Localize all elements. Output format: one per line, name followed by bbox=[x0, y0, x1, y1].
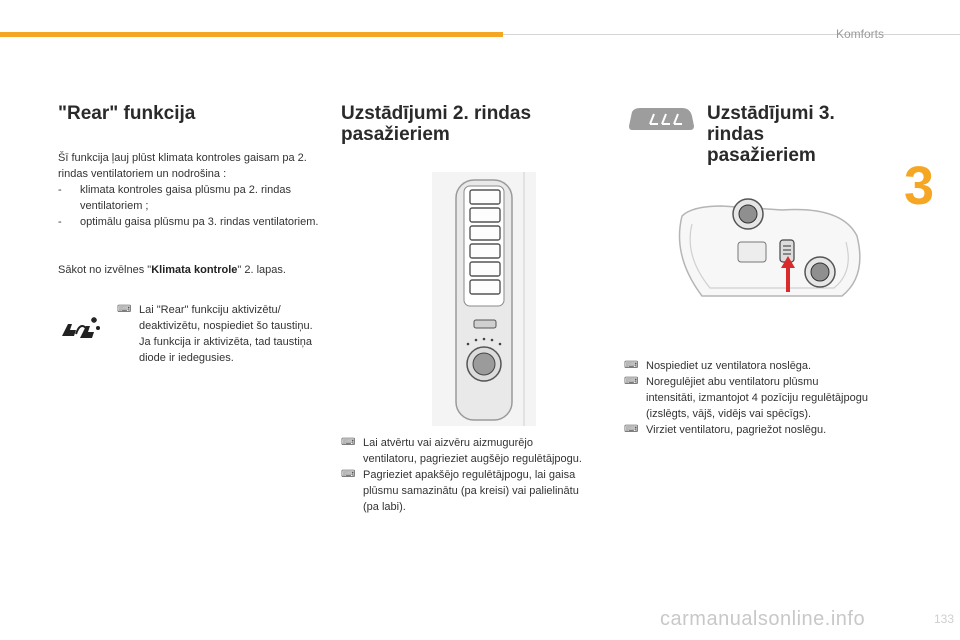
list-item: ⌨ Virziet ventilatoru, pagriežot noslēgu. bbox=[624, 424, 827, 436]
list-item: ⌨ Nospiediet uz ventilatora noslēga. bbox=[624, 360, 812, 372]
list-item: ⌨ Lai atvērtu vai aizvēru aizmugurējo ventilatoru, pagrieziet augšējo regulētājpogu. bbox=[341, 437, 582, 465]
list-item: ⌨ Pagrieziet apakšējo regulētājpogu, lai gaisa plūsmu samazinātu (pa kreisi) vai palielinātu (pa labi). bbox=[341, 469, 579, 513]
watermark: carmanualsonline.info bbox=[660, 608, 866, 630]
arrow-bullet-icon: ⌨ bbox=[117, 304, 132, 315]
arrow-bullet-icon: ⌨ bbox=[341, 469, 356, 480]
page-number: 133 bbox=[933, 612, 954, 626]
list-item: - klimata kontroles gaisa plūsmu pa 2. rindas ventilatoriem ; bbox=[58, 184, 291, 212]
car-seats-icon bbox=[626, 104, 696, 134]
rear-reference: Sākot no izvēlnes "Klimata kontrole" 2. lapas. bbox=[58, 264, 286, 276]
row3-vent-illustration bbox=[662, 196, 874, 308]
section-title: Komforts bbox=[835, 27, 884, 41]
rear-instructions bbox=[117, 302, 317, 366]
arrow-bullet-icon: ⌨ bbox=[341, 437, 356, 448]
list-item: - optimālu gaisa plūsmu pa 3. rindas ventilatoriem. bbox=[58, 216, 319, 228]
menu-name: Klimata kontrole bbox=[151, 264, 238, 276]
list-item: ⌨ Lai "Rear" funkciju aktivizētu/ deaktivizētu, nospiediet šo taustiņu. Ja funkcija ir aktivizēta, tad taustiņa diode ir iedegusies. bbox=[117, 304, 313, 364]
row3-instructions bbox=[624, 358, 869, 438]
rear-list bbox=[58, 182, 323, 230]
row2-vent-illustration bbox=[432, 172, 536, 426]
chapter-number: 3 bbox=[904, 156, 935, 216]
rear-heading: "Rear" funkcija bbox=[58, 103, 196, 124]
row2-heading: Uzstādījumi 2. rindas pasažieriem bbox=[341, 103, 532, 145]
arrow-bullet-icon: ⌨ bbox=[624, 360, 639, 371]
list-item: ⌨ Noregulējiet abu ventilatoru plūsmu intensitāti, izmantojot 4 pozīciju regulētājpogu (izslēgts, vājš, vidējs vai spēcīgs). bbox=[624, 376, 868, 420]
row3-heading: Uzstādījumi 3. rindas pasažieriem bbox=[707, 103, 835, 166]
rear-intro: Šī funkcija ļauj plūst klimata kontroles gaisam pa 2. rindas ventilatoriem un nodrošina : bbox=[58, 152, 307, 180]
arrow-bullet-icon: ⌨ bbox=[624, 376, 639, 387]
rear-climate-icon bbox=[60, 314, 102, 340]
arrow-bullet-icon: ⌨ bbox=[624, 424, 639, 435]
header-rule bbox=[503, 34, 960, 35]
row2-instructions bbox=[341, 435, 586, 515]
header-accent-bar bbox=[0, 32, 503, 37]
